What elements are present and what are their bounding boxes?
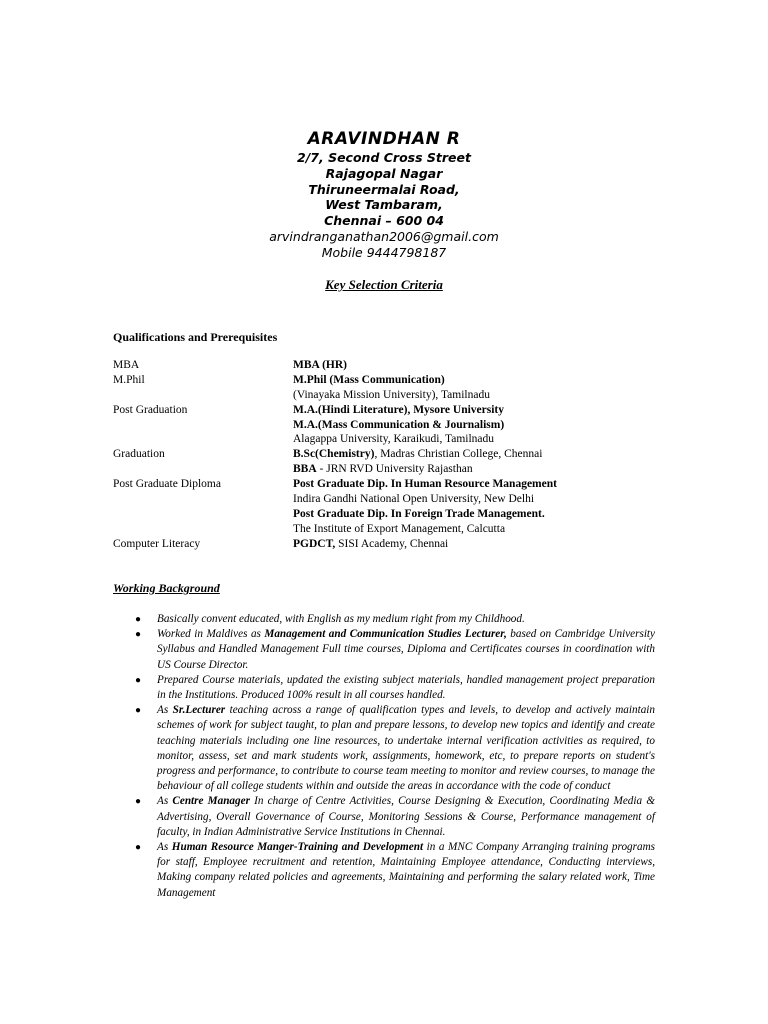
working-background-title: Working Background [113,581,220,595]
qualification-row [113,432,713,447]
qualification-row [113,403,713,418]
qualification-value [293,492,534,507]
qualification-label: Post Graduation [113,403,188,416]
qualification-label: Post Graduate Diploma [113,478,221,491]
qualification-degree: Post Graduate Dip. In Foreign Trade Management. [293,507,545,520]
qualification-value [293,522,505,537]
qualification-value [293,462,473,477]
address-line: West Tambaram, [325,197,443,213]
qualification-row [113,522,713,537]
qualifications-table [113,358,713,552]
bullet-icon: ● [135,705,142,717]
work-item [135,612,655,627]
qualification-row [113,358,713,373]
qualification-value [293,418,504,433]
work-item-post: based on Cambridge University Syllabus and Handled Management Full time courses, Diploma and Certificates courses in coordination with US Course Director. [157,628,656,671]
bullet-icon: ● [135,674,142,686]
qualification-value [293,447,542,462]
bullet-icon: ● [135,796,142,808]
qualification-detail: , Madras Christian College, Chennai [374,448,543,461]
qualification-value [293,403,504,418]
qualification-detail: - JRN RVD University Rajasthan [316,463,473,476]
qualification-row [113,462,713,477]
qualification-label: Graduation [113,448,165,461]
qualification-label: MBA [113,359,140,371]
work-item-pre: Prepared Course materials, updated the existing subject materials, handled management project preparation in the Institutions. Produced 100% result in all courses handled. [157,673,655,702]
qualification-degree: B.Sc(Chemistry) [293,448,375,461]
work-item-text [157,612,655,627]
qualification-detail: The Institute of Export Management, Calcutta [293,522,506,535]
work-item-text [157,627,655,673]
work-item-role: Sr.Lecturer [172,704,226,717]
qualification-value [293,388,490,403]
qualification-label: Computer Literacy [113,537,201,550]
qualification-value [293,358,347,373]
key-selection-title: Key Selection Criteria [325,277,443,292]
work-item-text [157,794,655,840]
work-item [135,794,655,840]
qualification-detail: Indira Gandhi National Open University, New Delhi [293,493,535,506]
work-item-role: Human Resource Manger-Training and Development [171,841,424,854]
mobile-number: Mobile 9444798187 [321,244,447,260]
qualification-detail: Alagappa University, Karaikudi, Tamilnadu [293,433,495,446]
work-item [135,627,655,673]
work-item [135,840,655,901]
qualification-degree: M.A.(Mass Communication & Journalism) [293,418,505,431]
applicant-name: ARAVINDHAN R [307,129,461,149]
qualification-degree: MBA (HR) [293,359,347,371]
work-item-pre: As [157,704,173,717]
work-item-role: Centre Manager [172,795,250,808]
address-line: Chennai – 600 04 [324,213,444,229]
bullet-icon: ● [135,842,142,854]
work-item-post: In charge of Centre Activities, Course Designing & Execution, Coordinating Media & Advertising, Overall Governance of Course, Monitoring Sessions & Course, Performance management of faculty, in Indian Administrative Service Institutions in Chennai. [157,795,655,838]
qualification-detail: (Vinayaka Mission University), Tamilnadu [293,388,490,401]
work-item-pre: Worked in Maldives as [157,628,265,641]
qualification-row [113,388,713,403]
qualifications-title: Qualifications and Prerequisites [113,330,278,344]
qualification-value [293,537,448,552]
work-item-text [157,703,655,794]
work-item-pre: Basically convent educated, with English as my medium right from my Childhood. [157,613,525,625]
address-line: Rajagopal Nagar [325,165,443,181]
qualification-row [113,373,713,388]
qualification-value [293,477,557,492]
work-item-pre: As [157,795,173,808]
qualification-degree: M.A.(Hindi Literature), Mysore University [293,403,505,416]
work-item-post: teaching across a range of qualification types and levels, to develop and actively maintain schemes of work for subject taught, to plan and prepare lessons, to develop new topics and identify and create teaching materials including one line resources, to undertake internal verification activities as required, to monitor, assess, set and mark students work, assignments, homework, etc, to prepare reports on student's progress and performance, to contribute to course team meeting to monitor and review courses, to manage the behaviour of all college students within and outside the areas in accordance with the code of conduct [157,704,655,793]
qualification-label: M.Phil [113,373,145,386]
qualification-row [113,492,713,507]
qualification-row [113,537,713,552]
qualification-value [293,507,545,522]
work-item-pre: As [157,841,172,854]
contact-header [0,128,768,261]
work-item [135,703,655,794]
qualification-value [293,432,494,447]
work-item-post: in a MNC Company Arranging training programs for staff, Employee recruitment and retention, Maintaining Employee attendance, Conducting interviews, Making company related policies and agreements, Maintaining and performing the salary related work, Time Management [157,841,656,899]
address-line: Thiruneermalai Road, [308,181,460,197]
work-item-role: Management and Communication Studies Lecturer, [264,628,507,641]
qualification-detail: SISI Academy, Chennai [335,537,449,550]
qualification-degree: PGDCT, [293,537,336,550]
work-item-text [157,840,655,901]
bullet-icon: ● [135,614,142,625]
qualification-row [113,477,713,492]
email-address: arvindranganathan2006@gmail.com [269,228,499,244]
qualification-row [113,418,713,433]
qualification-value [293,373,445,388]
bullet-icon: ● [135,629,142,641]
address-line: 2/7, Second Cross Street [297,150,471,165]
qualification-degree: BBA [293,463,317,476]
qualification-row [113,447,713,462]
work-item-text [157,673,655,703]
qualification-row [113,507,713,522]
working-background-list [135,612,655,901]
qualification-degree: M.Phil (Mass Communication) [293,373,445,386]
work-item [135,673,655,703]
qualification-degree: Post Graduate Dip. In Human Resource Management [293,478,557,491]
